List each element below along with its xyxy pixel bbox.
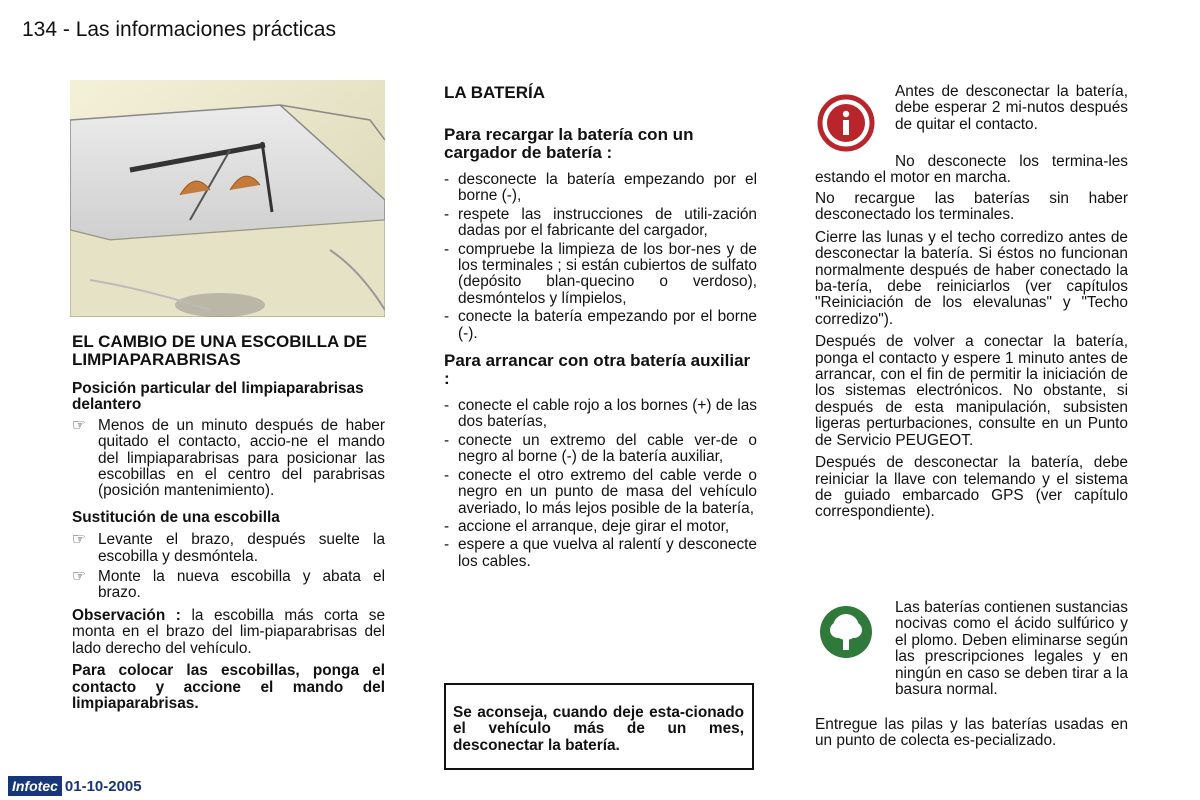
list-item: - accione el arranque, deje girar el motor, [444, 517, 730, 535]
page-header: 134 - Las informaciones prácticas [22, 18, 336, 41]
list-item: - respete las instrucciones de utili-zación dadas por el fabricante del cargador, [444, 205, 757, 240]
footer-date: 01-10-2005 [64, 777, 142, 795]
list-item: - conecte el otro extremo del cable verde o negro en un punto de masa del vehículo averiado, lo más lejos posible de la batería, [444, 466, 757, 517]
left-column [72, 333, 385, 718]
paragraph: Después de volver a conectar la batería, ponga el contacto y espere 1 minuto antes de arrancar, con el fin de permitir la iniciación de los sistemas electrónicos. No obstante, si después de esta manipulación, subsisten ligeras perturbaciones, consulte en un Punto de Servicio PEUGEOT. [815, 333, 1128, 449]
eco-text-2: Entregue las pilas y las baterías usadas en un punto de colecta es-pecializado. [815, 716, 1128, 750]
infotec-logo: Infotec [8, 776, 62, 796]
observation-label: Observación : [72, 606, 181, 624]
footer [8, 776, 142, 796]
paragraph: Después de desconectar la batería, debe reiniciar la llave con telemando y el sistema de guiado embarcado GPS (ver capítulo correspondiente). [815, 454, 1128, 521]
subheading-wiper-position: Posición particular del limpiaparabrisas delantero [72, 380, 364, 414]
advice-box [444, 683, 754, 770]
replacement-list [72, 532, 385, 602]
subheading-replacement: Sustitución de una escobilla [72, 508, 280, 526]
jump-start-list [444, 398, 757, 570]
final-instruction: Para colocar las escobillas, ponga el contacto y accione el mando del limpiaparabrisas. [72, 662, 385, 712]
list-item: - conecte la batería empezando por el borne (-). [444, 308, 757, 342]
subheading-jump-start: Para arrancar con otra batería auxiliar : [444, 351, 751, 389]
list-item: ☞ Monte la nueva escobilla y abata el brazo. [72, 568, 385, 602]
paragraph: No recargue las baterías sin haber desconectado los terminales. [815, 190, 1128, 224]
pointing-hand-icon: ☞ [72, 531, 86, 549]
pointing-hand-icon: ☞ [72, 568, 86, 586]
list-item: - compruebe la limpieza de los bor-nes y de los terminales ; si están cubiertos de sulfato (depósito blan-quecino o verdoso), desmóntelos y límpielos, [444, 240, 757, 307]
paragraph: Cierre las lunas y el techo corredizo antes de desconectar la batería. Si éstos no funcionan normalmente después de haber conectado la ba-tería, debe reiniciarlos (ver capítulos "Reiniciación de los elevalunas" y "Techo corredizo"). [815, 228, 1128, 328]
info-icon [816, 93, 876, 153]
list-item: ☞ Levante el brazo, después suelte la escobilla y desmóntela. [72, 531, 385, 565]
right-column [815, 191, 1128, 527]
list-item: - conecte el cable rojo a los bornes (+) de las dos baterías, [444, 397, 757, 431]
middle-column [444, 84, 757, 576]
list-item: - desconecte la batería empezando por el borne (-), [444, 171, 757, 205]
list-item: ☞ Menos de un minuto después de haber quitado el contacto, accio-ne el mando del limpiaparabrisas para posicionar las escobillas en el centro del parabrisas (posición mantenimiento). [72, 416, 385, 500]
windshield-wiper-illustration [70, 80, 385, 317]
section-heading-battery: LA BATERÍA [444, 83, 546, 102]
observation-paragraph [72, 608, 385, 657]
list-item: - espere a que vuelva al ralentí y desconecte los cables. [444, 536, 757, 570]
section-heading-wiper: EL CAMBIO DE UNA ESCOBILLA DE LIMPIAPARABRISAS [72, 332, 367, 369]
recharge-list [444, 172, 757, 342]
warning-text-1: Antes de desconectar la batería, debe esperar 2 mi-nutos después de quitar el contacto. [895, 83, 1128, 133]
observation-text: la escobilla más corta se monta en el brazo del lim-piaparabrisas del lado derecho del vehículo. [72, 606, 385, 657]
eco-text-1: Las baterías contienen sustancias nocivas como el ácido sulfúrico y el plomo. Deben eliminarse según las prescripciones legales y en ningún en caso se deben tirar a la basura normal. [895, 599, 1128, 699]
list-item: - conecte un extremo del cable ver-de o negro al borne (-) de la batería auxiliar, [444, 431, 757, 466]
warning-text-2: No desconecte los termina-les estando el motor en marcha. [815, 153, 1128, 187]
pointing-hand-icon: ☞ [72, 416, 86, 434]
wiper-position-list [72, 418, 385, 500]
subheading-recharge: Para recargar la batería con un cargador de batería : [444, 125, 694, 162]
advice-text: Se aconseja, cuando deje esta-cionado el vehículo más de un mes, desconectar la batería. [453, 704, 744, 754]
